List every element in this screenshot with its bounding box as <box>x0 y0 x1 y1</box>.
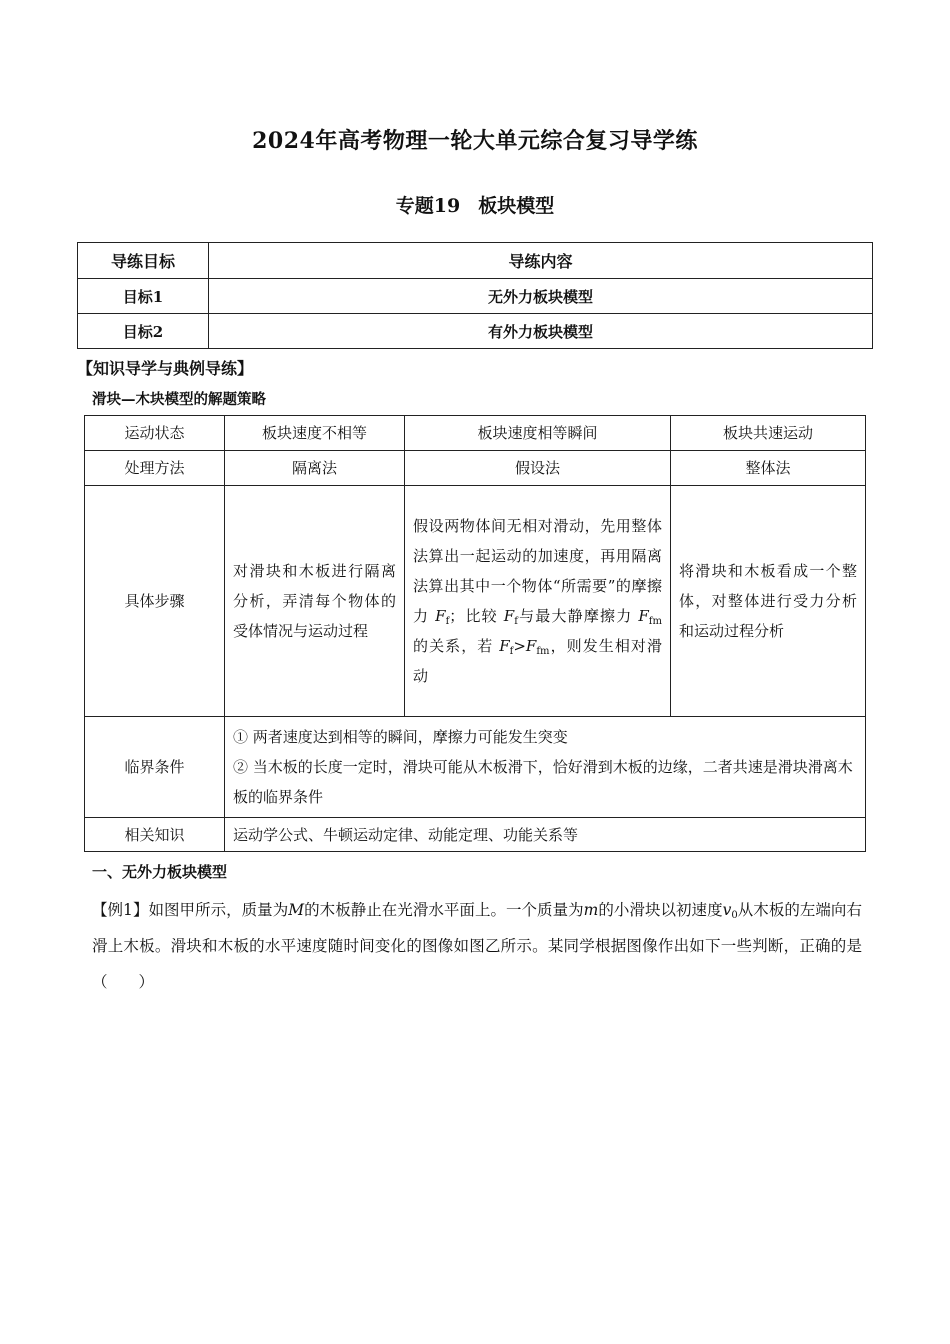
var-v0: v <box>722 901 732 919</box>
critical-item-1: ① 两者速度达到相等的瞬间，摩擦力可能发生突变 <box>233 728 568 746</box>
example1-label: 【例1】 <box>92 901 149 919</box>
topic-subtitle <box>0 191 950 218</box>
strategy-table <box>84 415 866 852</box>
cell-state-equal-instant: 板块速度相等瞬间 <box>405 416 671 451</box>
cell-method-whole: 整体法 <box>671 451 866 486</box>
section-heading: 【知识导学与典例导练】 <box>77 359 254 378</box>
example1-paragraph: 【例1】如图甲所示，质量为M的木板静止在光滑水平面上。一个质量为m的小滑块以初速度$v_0$从木板的左端向右滑上木板。滑块和木板的水平速度随时间变化的图像如图乙所示。某同学根据图像作出如下一些判断，正确的是（ ） <box>92 901 862 991</box>
cell-method-label: 处理方法 <box>85 451 225 486</box>
table-row <box>85 818 866 852</box>
cell-knowledge-content: 运动学公式、牛顿运动定律、动能定理、功能关系等 <box>225 818 866 852</box>
document-title: 2024年高考物理一轮大单元综合复习导学练 <box>252 128 698 154</box>
cell-state-unequal: 板块速度不相等 <box>225 416 405 451</box>
table-row <box>85 451 866 486</box>
goal-content: 有外力板块模型 <box>209 314 873 349</box>
cell-state-label: 运动状态 <box>85 416 225 451</box>
goal-label: 目标1 <box>78 279 209 314</box>
strategy-heading: 滑块—木块模型的解题策略 <box>92 391 266 408</box>
critical-item-2: ② 当木板的长度一定时，滑块可能从木板滑下，恰好滑到木板的边缘，二者共速是滑块滑离木板的临界条件 <box>233 758 853 806</box>
table-row <box>78 279 873 314</box>
topic-number: 专题19 <box>395 195 461 217</box>
cell-steps-label: 具体步骤 <box>85 486 225 717</box>
part1-heading: 一、无外力板块模型 <box>92 863 228 881</box>
goal-content: 无外力板块模型 <box>209 279 873 314</box>
var-M: M <box>288 901 305 919</box>
goals-header-content: 导练内容 <box>209 243 873 279</box>
cell-critical-label: 临界条件 <box>85 717 225 818</box>
topic-name: 板块模型 <box>478 195 555 217</box>
table-row <box>85 416 866 451</box>
cell-method-assumption: 假设法 <box>405 451 671 486</box>
cell-steps-assumption: 假设两物体间无相对滑动，先用整体法算出一起运动的加速度，再用隔离法算出其中一个物体“所需要”的摩擦力 $F_f$；比较 $F_f$与最大静摩擦力 $F_{fm}$ 的关系，若 $F_f>F_{fm}$，则发生相对滑动 <box>405 486 671 717</box>
table-row <box>78 314 873 349</box>
cell-method-isolation: 隔离法 <box>225 451 405 486</box>
table-row <box>85 486 866 717</box>
goals-header-row <box>78 243 873 279</box>
goals-table <box>77 242 873 349</box>
cell-critical-content <box>225 717 866 818</box>
goal-label: 目标2 <box>78 314 209 349</box>
cell-steps-isolation: 对滑块和木板进行隔离分析，弄清每个物体的受体情况与运动过程 <box>225 486 405 717</box>
goals-header-goal: 导练目标 <box>78 243 209 279</box>
cell-knowledge-label: 相关知识 <box>85 818 225 852</box>
table-row <box>85 717 866 818</box>
cell-steps-whole: 将滑块和木板看成一个整体，对整体进行受力分析和运动过程分析 <box>671 486 866 717</box>
cell-state-common: 板块共速运动 <box>671 416 866 451</box>
var-m: m <box>583 901 599 919</box>
